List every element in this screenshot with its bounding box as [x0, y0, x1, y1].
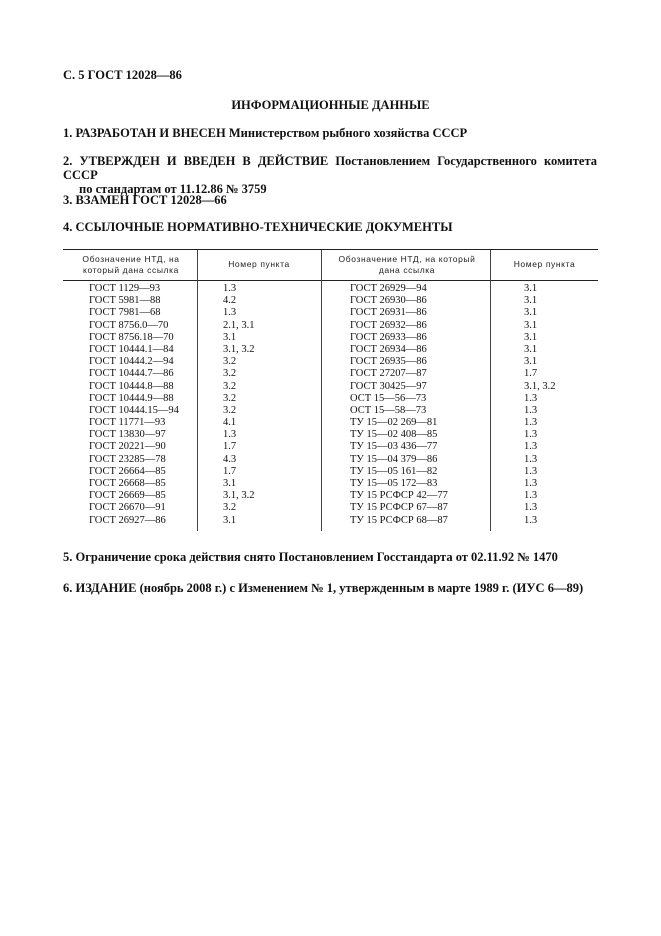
- ntd-designation: ГОСТ 26935—86: [350, 356, 427, 368]
- clause-number: 1.3: [524, 502, 538, 514]
- header-clause-left: Номер пункта: [228, 259, 290, 269]
- clause-number: 1.7: [223, 441, 237, 453]
- item-1-developed: 1. РАЗРАБОТАН И ВНЕСЕН Министерством рыбного хозяйства СССР: [63, 126, 468, 140]
- ntd-designation: ГОСТ 10444.9—88: [89, 392, 174, 404]
- clause-number: 3.2: [223, 502, 237, 514]
- ntd-designation: ТУ 15—05 161—82: [350, 465, 438, 477]
- item-2-approved: [63, 154, 597, 196]
- ntd-designation: ГОСТ 26932—86: [350, 319, 427, 331]
- ntd-designation: ГОСТ 26929—94: [350, 283, 427, 294]
- clause-number: 3.1: [524, 331, 538, 343]
- clause-number: 3.1: [223, 331, 237, 343]
- right-clause-column: [524, 283, 556, 527]
- item-5-validity: 5. Ограничение срока действия снято Постановлением Госстандарта от 02.11.92 № 1470: [63, 550, 558, 564]
- page-header: С. 5 ГОСТ 12028—86: [63, 68, 182, 82]
- ntd-designation: ГОСТ 26670—91: [89, 502, 166, 514]
- item-6-edition: 6. ИЗДАНИЕ (ноябрь 2008 г.) с Изменением № 1, утвержденным в марте 1989 г. (ИУС 6—89): [63, 581, 584, 595]
- clause-number: 1.3: [524, 392, 538, 404]
- clause-number: 3.1, 3.2: [524, 380, 556, 392]
- ntd-designation: ГОСТ 23285—78: [89, 453, 166, 465]
- header-doc-right: Обозначение НТД, на который дана ссылка: [338, 254, 476, 275]
- ntd-designation: ОСТ 15—56—73: [350, 392, 427, 404]
- ntd-designation: ГОСТ 10444.2—94: [89, 356, 174, 368]
- ntd-designation: ГОСТ 5981—88: [89, 295, 161, 307]
- ntd-designation: ГОСТ 7981—68: [89, 307, 161, 319]
- section-title: ИНФОРМАЦИОННЫЕ ДАННЫЕ: [231, 98, 430, 112]
- clause-number: 3.1: [524, 307, 538, 319]
- ntd-designation: ГОСТ 1129—93: [89, 283, 161, 294]
- clause-number: 4.2: [223, 295, 237, 307]
- item-3-replaces: 3. ВЗАМЕН ГОСТ 12028—66: [63, 193, 227, 207]
- ntd-designation: ТУ 15—04 379—86: [350, 453, 438, 465]
- clause-number: 1.3: [524, 404, 538, 416]
- clause-number: 3.1: [524, 319, 538, 331]
- clause-number: 3.1: [524, 343, 538, 355]
- ntd-designation: ГОСТ 26934—86: [350, 343, 427, 355]
- ntd-designation: ТУ 15—03 436—77: [350, 441, 438, 453]
- clause-number: 1.3: [223, 283, 237, 294]
- ntd-designation: ГОСТ 20221—90: [89, 441, 166, 453]
- ntd-designation: ГОСТ 10444.15—94: [89, 404, 179, 416]
- ntd-designation: ОСТ 15—58—73: [350, 404, 427, 416]
- clause-number: 1.3: [524, 417, 538, 429]
- clause-number: 3.2: [223, 380, 237, 392]
- ntd-designation: ГОСТ 8756.18—70: [89, 331, 174, 343]
- clause-number: 1.3: [223, 429, 237, 441]
- ntd-designation: ТУ 15 РСФСР 68—87: [350, 514, 448, 526]
- clause-number: 3.2: [223, 404, 237, 416]
- ntd-designation: ТУ 15—05 172—83: [350, 478, 438, 489]
- ntd-designation: ГОСТ 8756.0—70: [89, 319, 169, 331]
- clause-number: 3.1: [223, 478, 237, 489]
- right-doc-column: [350, 283, 448, 527]
- reference-documents-table: [63, 249, 598, 531]
- ntd-designation: ТУ 15—02 408—85: [350, 429, 438, 441]
- clause-number: 3.1: [524, 295, 538, 307]
- table-divider-2: [321, 250, 322, 531]
- ntd-designation: ГОСТ 26930—86: [350, 295, 427, 307]
- clause-number: 1.3: [524, 453, 538, 465]
- clause-number: 4.1: [223, 417, 237, 429]
- clause-number: 1.3: [524, 429, 538, 441]
- clause-number: 1.3: [524, 465, 538, 477]
- clause-number: 3.1: [524, 283, 538, 294]
- clause-number: 1.3: [524, 490, 538, 502]
- ntd-designation: ГОСТ 26668—85: [89, 478, 166, 489]
- item-4-references: 4. ССЫЛОЧНЫЕ НОРМАТИВНО-ТЕХНИЧЕСКИЕ ДОКУМЕНТЫ: [63, 220, 453, 234]
- ntd-designation: ГОСТ 13830—97: [89, 429, 166, 441]
- clause-number: 3.1, 3.2: [223, 490, 255, 502]
- clause-number: 3.1: [524, 356, 538, 368]
- item-2-line-2: по стандартам от 11.12.86 № 3759: [79, 182, 267, 196]
- ntd-designation: ГОСТ 26933—86: [350, 331, 427, 343]
- clause-number: 3.2: [223, 392, 237, 404]
- clause-number: 4.3: [223, 453, 237, 465]
- clause-number: 1.3: [524, 441, 538, 453]
- table-divider-1: [197, 250, 198, 531]
- table-top-rule: [63, 249, 598, 250]
- ntd-designation: ГОСТ 10444.1—84: [89, 343, 174, 355]
- clause-number: 3.1: [223, 514, 237, 526]
- ntd-designation: ГОСТ 10444.8—88: [89, 380, 174, 392]
- clause-number: 1.3: [223, 307, 237, 319]
- ntd-designation: ГОСТ 11771—93: [89, 417, 166, 429]
- ntd-designation: ГОСТ 26664—85: [89, 465, 166, 477]
- ntd-designation: ТУ 15—02 269—81: [350, 417, 438, 429]
- item-2-line-1: 2. УТВЕРЖДЕН И ВВЕДЕН В ДЕЙСТВИЕ Постановлением Государственного комитета СССР: [63, 154, 597, 182]
- left-doc-column: [89, 283, 179, 527]
- header-clause-right: Номер пункта: [513, 259, 576, 269]
- ntd-designation: ГОСТ 10444.7—86: [89, 368, 174, 380]
- clause-number: 2.1, 3.1: [223, 319, 255, 331]
- clause-number: 1.3: [524, 514, 538, 526]
- table-header-rule: [63, 280, 598, 281]
- ntd-designation: ГОСТ 26927—86: [89, 514, 166, 526]
- table-divider-3: [490, 250, 491, 531]
- header-doc-left: Обозначение НТД, на который дана ссылка: [82, 254, 180, 275]
- ntd-designation: ТУ 15 РСФСР 67—87: [350, 502, 448, 514]
- clause-number: 1.3: [524, 478, 538, 489]
- clause-number: 1.7: [524, 368, 538, 380]
- clause-number: 3.1, 3.2: [223, 343, 255, 355]
- ntd-designation: ТУ 15 РСФСР 42—77: [350, 490, 448, 502]
- clause-number: 3.2: [223, 356, 237, 368]
- clause-number: 1.7: [223, 465, 237, 477]
- ntd-designation: ГОСТ 27207—87: [350, 368, 427, 380]
- left-clause-column: [223, 283, 255, 527]
- ntd-designation: ГОСТ 30425—97: [350, 380, 427, 392]
- ntd-designation: ГОСТ 26931—86: [350, 307, 427, 319]
- ntd-designation: ГОСТ 26669—85: [89, 490, 166, 502]
- clause-number: 3.2: [223, 368, 237, 380]
